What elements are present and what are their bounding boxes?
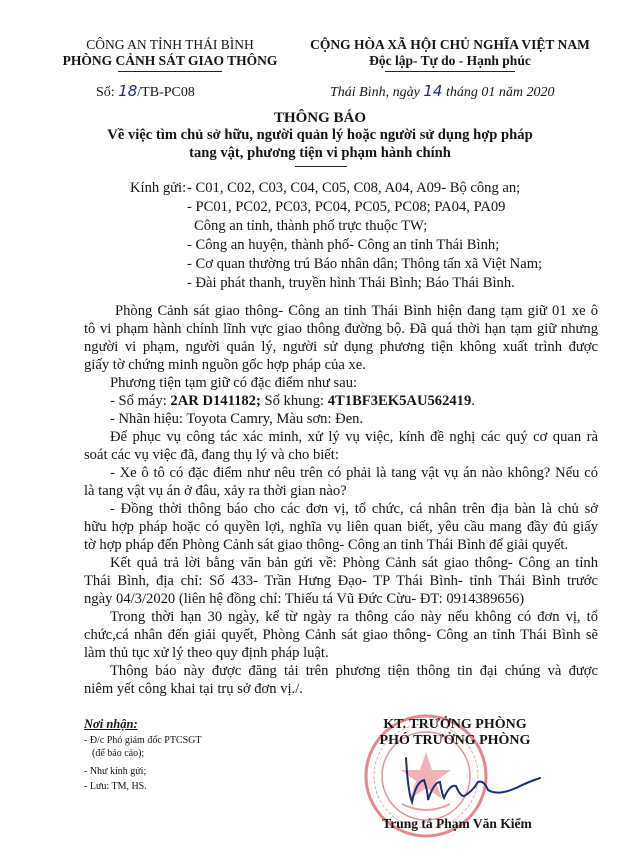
body-line: là tang vật vụ án ở đâu, xảy ra thời gian nào? (84, 483, 347, 499)
body-line: niêm yết công khai tại trụ sở đơn vị./. (84, 681, 303, 697)
vehicle-numbers: - Số máy: 2AR D141182; Số khung: 4T1BF3EK5AU562419. (110, 393, 475, 409)
number-suffix: /TB-PC08 (137, 85, 195, 100)
body-line: Kết quả trả lời bằng văn bản gửi về: Phòng Cảnh sát giao thông- Công an tỉnh (110, 555, 598, 571)
footer-recipient: (để báo cáo); (92, 748, 145, 759)
chassis-label: Số khung: (264, 393, 325, 409)
date-prefix: Thái Bình, ngày (330, 85, 420, 100)
engine-number: 2AR D141182; (170, 393, 261, 409)
footer-recipient: - Lưu: TM, HS. (84, 781, 147, 792)
body-line: Trong thời hạn 30 ngày, kể từ ngày ra thông cáo này nếu không có đơn vị, tổ (110, 609, 598, 625)
footer-recipient: - Đ/c Phó giám đốc PTCSGT (84, 735, 202, 746)
body-line: - Xe ô tô có đặc điểm như nêu trên có phải là tang vật vụ án nào không? Nếu có (110, 465, 598, 481)
engine-label: - Số máy: (110, 393, 167, 409)
body-line: Phương tiện tạm giữ có đặc điểm như sau: (110, 375, 358, 391)
footer-recipient: - Như kính gửi; (84, 766, 147, 777)
number-handwritten: 18 (118, 82, 138, 100)
recipient-line: - PC01, PC02, PC03, PC04, PC05, PC08; PA04, PA09 (187, 199, 506, 215)
agency-name: CÔNG AN TỈNH THÁI BÌNH (86, 37, 254, 52)
agency-underline (118, 71, 222, 72)
subtitle-underline (295, 166, 347, 167)
signer-name: Trung tá Phạm Văn Kiểm (382, 816, 532, 831)
body-line: tô vi phạm hành chính lĩnh vực giao thông đường bộ. Đã quá thời hạn tạm giữ nhưng (84, 321, 598, 337)
document-date (330, 82, 554, 101)
document-subtitle-line1: Về việc tìm chủ sở hữu, người quản lý hoặc người sử dụng hợp pháp (107, 127, 533, 143)
vehicle-brand: - Nhãn hiệu: Toyota Camry, Màu sơn: Đen. (110, 411, 364, 427)
body-line: giấy tờ chứng minh nguồn gốc hợp pháp của xe. (84, 357, 366, 373)
body-line: người vi phạm, người quản lý, người sử dụng phương tiện không xuất trình được (84, 339, 598, 355)
department-name: PHÒNG CẢNH SÁT GIAO THÔNG (62, 53, 278, 68)
signature-title-line1: KT. TRƯỞNG PHÒNG (383, 717, 527, 732)
document-heading: THÔNG BÁO (273, 110, 367, 126)
date-day-handwritten: 14 (423, 82, 443, 100)
chassis-number: 4T1BF3EK5AU562419 (327, 393, 472, 409)
body-line: hữu hợp pháp hoặc có quyền lợi, nghĩa vụ liên quan biết, yêu cầu mang đầy đủ giấy (84, 519, 598, 535)
recipients-label: Kính gửi: (130, 180, 187, 196)
recipient-line: - C01, C02, C03, C04, C05, C08, A04, A09- Bộ công an; (187, 180, 521, 196)
motto-underline (385, 71, 515, 72)
document-number (96, 82, 195, 101)
recipient-line: - Công an huyện, thành phố- Công an tỉnh Thái Bình; (187, 237, 500, 253)
signature-title-line2: PHÓ TRƯỞNG PHÒNG (379, 733, 531, 748)
date-suffix: tháng 01 năm 2020 (445, 85, 555, 100)
handwritten-signature (398, 752, 548, 810)
national-motto: Độc lập- Tự do - Hạnh phúc (369, 53, 531, 68)
body-line: Để phục vụ công tác xác minh, xử lý vụ việc, kính đề nghị các quý cơ quan rà (110, 429, 598, 445)
recipients-footer-label: Nơi nhận: (84, 717, 138, 731)
number-prefix: Số: (96, 85, 115, 100)
recipient-line: - Đài phát thanh, truyền hình Thái Bình; Báo Thái Bình. (187, 275, 515, 291)
body-line: - Đồng thời thông báo cho các đơn vị, tổ chức, cá nhân trên địa bàn là chủ sở (110, 501, 598, 517)
body-line: chức,cá nhân đến giải quyết, Phòng Cảnh sát giao thông- Công an tỉnh Thái Bình sẽ (84, 627, 598, 643)
recipient-line: - Cơ quan thường trú Báo nhân dân; Thông tấn xã Việt Nam; (187, 256, 543, 272)
document-subtitle-line2: tang vật, phương tiện vi phạm hành chính (189, 145, 451, 161)
body-line: Thái Bình, địa chỉ: Số 433- Trần Hưng Đạo- TP Thái Bình- tỉnh Thái Bình trước (84, 573, 598, 589)
recipient-line: Công an tỉnh, thành phố trực thuộc TW; (194, 218, 428, 234)
body-line: Thông báo này được đăng tải trên phương tiện thông tin đại chúng và được (110, 663, 598, 679)
body-line: soát các vụ việc đã, đang thụ lý và cho biết: (84, 447, 339, 463)
body-line: Phòng Cảnh sát giao thông- Công an tỉnh Thái Bình hiện đang tạm giữ 01 xe ô (115, 303, 598, 319)
national-title: CỘNG HÒA XÃ HỘI CHỦ NGHĨA VIỆT NAM (310, 37, 590, 52)
body-line: tờ hợp pháp đến Phòng Cảnh sát giao thông- Công an tỉnh Thái Bình để giải quyết. (84, 537, 569, 553)
body-line: làm thủ tục xử lý theo quy định pháp luật. (84, 645, 329, 661)
body-line: ngày 04/3/2020 (liên hệ đồng chí: Thiếu tá Vũ Đức Cừu- ĐT: 0914389656) (84, 591, 525, 607)
